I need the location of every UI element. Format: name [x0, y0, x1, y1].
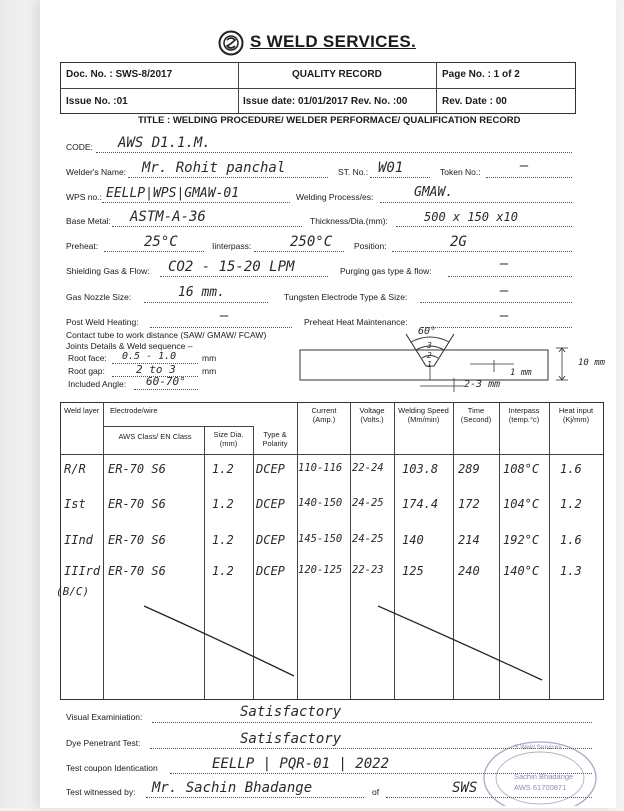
- th-aws: AWS Class/ EN Class: [118, 432, 192, 441]
- root-face-label: Root face:: [68, 353, 107, 363]
- interpass-label: Iinterpass:: [212, 241, 252, 251]
- cell-aws: ER-70 S6: [108, 533, 166, 547]
- cell-current: 145-150: [298, 533, 343, 545]
- witness-label: Test witnessed by:: [66, 787, 136, 797]
- cell-current: 140-150: [298, 497, 343, 509]
- angle-label: Included Angle:: [68, 379, 127, 389]
- tungsten-label: Tungsten Electrode Type & Size:: [284, 292, 408, 302]
- st-value: W01: [378, 160, 404, 176]
- process-value: GMAW.: [414, 185, 454, 200]
- shielding-label: Shielding Gas & Flow:: [66, 266, 150, 276]
- cell-interpass: 140°C: [503, 564, 540, 578]
- thickness-label: Thickness/Dia.(mm):: [310, 216, 388, 226]
- preheat-maint-value: –: [500, 308, 509, 324]
- position-value: 2G: [450, 234, 467, 250]
- th-heat: Heat input (Kj/mm): [558, 406, 594, 424]
- issue-date: Issue date: 01/01/2017 Rev. No. :00: [243, 96, 408, 107]
- wps-value: EELLP|WPS|GMAW-01: [106, 186, 240, 201]
- doc-no: Doc. No. : SWS-8/2017: [66, 69, 173, 80]
- cell-type: DCEP: [256, 533, 285, 547]
- sketch-angle: 60°: [418, 326, 437, 337]
- th-electrode: Electrode/wire: [110, 406, 158, 415]
- cell-time: 214: [458, 533, 480, 547]
- cell-heat: 1.3: [560, 564, 582, 578]
- record-title: TITLE : WELDING PROCEDURE/ WELDER PERFORMACE/ QUALIFICATION RECORD: [138, 115, 521, 126]
- th-voltage: Voltage (Volts.): [359, 406, 385, 424]
- issue-no: Issue No. :01: [66, 96, 128, 107]
- base-metal-label: Base Metal:: [66, 216, 111, 226]
- dpt-value: Satisfactory: [240, 731, 342, 747]
- joint-sketch: [294, 326, 612, 398]
- stamp-name: Sachin Bhadange: [514, 772, 574, 781]
- joint-label: Joints Details & Weld sequence –: [66, 341, 193, 351]
- cell-size: 1.2: [212, 533, 234, 547]
- th-size: Size Dia.(mm): [213, 430, 244, 448]
- th-speed: Welding Speed (Mm/min): [398, 406, 449, 424]
- sketch-seq-2: 2: [427, 351, 432, 360]
- cell-layer: Ist: [64, 497, 86, 511]
- rev-date: Rev. Date : 00: [442, 96, 507, 107]
- token-value: –: [520, 158, 529, 174]
- coupon-label: Test coupon Identication: [66, 763, 158, 773]
- thickness-value: 500 x 150 x10: [424, 210, 518, 224]
- strike-lines: [100, 590, 600, 700]
- cell-interpass: 108°C: [503, 462, 540, 476]
- sketch-gap: 2-3 mm: [464, 379, 501, 390]
- th-layer: Weld layer: [64, 406, 100, 415]
- tungsten-value: –: [500, 283, 509, 299]
- cell-size: 1.2: [212, 564, 234, 578]
- cell-type: DCEP: [256, 564, 285, 578]
- cell-layer: R/R: [64, 462, 86, 476]
- preheat-label: Preheat:: [66, 241, 99, 251]
- th-current: Current (Amp.): [311, 406, 337, 424]
- sketch-seq-1: 1: [427, 360, 432, 369]
- nozzle-label: Gas Nozzle Size:: [66, 292, 132, 302]
- cell-voltage: 24-25: [352, 533, 384, 545]
- cell-speed: 125: [402, 564, 424, 578]
- cell-speed: 103.8: [402, 462, 439, 476]
- cell-layer: IIIrd: [64, 564, 101, 578]
- cell-speed: 140: [402, 533, 424, 547]
- root-face-value: 0.5 - 1.0: [122, 351, 177, 362]
- quality-record: QUALITY RECORD: [292, 69, 382, 80]
- purging-label: Purging gas type & flow:: [340, 266, 432, 276]
- interpass-value: 250°C: [290, 234, 333, 250]
- cell-current: 110-116: [298, 462, 343, 474]
- cell-aws: ER-70 S6: [108, 564, 166, 578]
- base-metal-value: ASTM-A-36: [130, 209, 206, 225]
- cell-heat: 1.6: [560, 533, 582, 547]
- root-gap-value: 2 to 3: [136, 363, 176, 376]
- th-type: Type & Polarity: [262, 430, 288, 448]
- dpt-label: Dye Penetrant Test:: [66, 738, 141, 748]
- code-value: AWS D1.1.M.: [118, 135, 211, 151]
- welder-value: Mr. Rohit panchal: [142, 160, 286, 176]
- token-label: Token No.:: [440, 167, 481, 177]
- root-gap-unit: mm: [202, 366, 217, 376]
- cell-current: 120-125: [298, 564, 343, 576]
- of-label: of: [372, 787, 380, 797]
- th-time: Time (Second): [460, 406, 492, 424]
- sketch-thickness: 10 mm: [578, 358, 606, 368]
- cell-interpass: 192°C: [503, 533, 540, 547]
- sketch-root-face: 1 mm: [510, 368, 532, 378]
- cell-time: 172: [458, 497, 480, 511]
- page-no: Page No. : 1 of 2: [442, 69, 520, 80]
- witness-value: Mr. Sachin Bhadange: [152, 780, 313, 796]
- extra-layer: (B/C): [56, 585, 90, 598]
- visual-label: Visual Examiniation:: [66, 712, 143, 722]
- cell-heat: 1.6: [560, 462, 582, 476]
- purging-value: –: [500, 256, 509, 272]
- cell-aws: ER-70 S6: [108, 497, 166, 511]
- nozzle-value: 16 mm.: [178, 285, 225, 300]
- cell-heat: 1.2: [560, 497, 582, 511]
- ctwd-label: Contact tube to work distance (SAW/ GMAW/ FCAW): [66, 330, 267, 340]
- root-gap-label: Root gap:: [68, 366, 105, 376]
- position-label: Position:: [354, 241, 387, 251]
- cell-voltage: 22-24: [352, 462, 384, 474]
- cell-layer: IInd: [64, 533, 93, 547]
- cell-speed: 174.4: [402, 497, 439, 511]
- joint-sketch-drawing: [294, 326, 612, 398]
- cell-interpass: 104°C: [503, 497, 540, 511]
- cell-voltage: 22-23: [352, 564, 384, 576]
- cell-size: 1.2: [212, 497, 234, 511]
- stamp-id: AWS 61700871: [514, 783, 567, 792]
- process-label: Welding Process/es:: [296, 192, 374, 202]
- cell-aws: ER-70 S6: [108, 462, 166, 476]
- angle-value: 60-70°: [146, 375, 186, 388]
- st-label: ST. No.:: [338, 167, 369, 177]
- sketch-seq-3: 3: [427, 341, 432, 350]
- cell-size: 1.2: [212, 462, 234, 476]
- wps-label: WPS no.:: [66, 192, 102, 202]
- th-interpass: Interpass (temp.°c): [508, 406, 540, 424]
- pwht-label: Post Weld Heating:: [66, 317, 139, 327]
- cell-type: DCEP: [256, 462, 285, 476]
- pwht-value: –: [220, 308, 229, 324]
- root-face-unit: mm: [202, 353, 217, 363]
- cell-time: 240: [458, 564, 480, 578]
- cell-voltage: 24-25: [352, 497, 384, 509]
- company-name: S WELD SERVICES.: [250, 32, 417, 51]
- preheat-value: 25°C: [144, 234, 178, 250]
- cancel-strike-drawing: [100, 590, 600, 700]
- code-label: CODE:: [66, 142, 93, 152]
- cell-time: 289: [458, 462, 480, 476]
- sws-logo-icon: [218, 30, 244, 56]
- stamp-org: S Weld Services: [514, 744, 562, 751]
- company-logo: [218, 30, 244, 56]
- coupon-value: EELLP | PQR-01 | 2022: [212, 756, 390, 772]
- cell-type: DCEP: [256, 497, 285, 511]
- preheat-maint-label: Preheat Heat Maintenance:: [304, 317, 408, 327]
- visual-value: Satisfactory: [240, 704, 342, 720]
- welder-label: Welder's Name:: [66, 167, 127, 177]
- shielding-value: CO2 - 15-20 LPM: [168, 259, 295, 275]
- org-value: SWS: [452, 780, 478, 796]
